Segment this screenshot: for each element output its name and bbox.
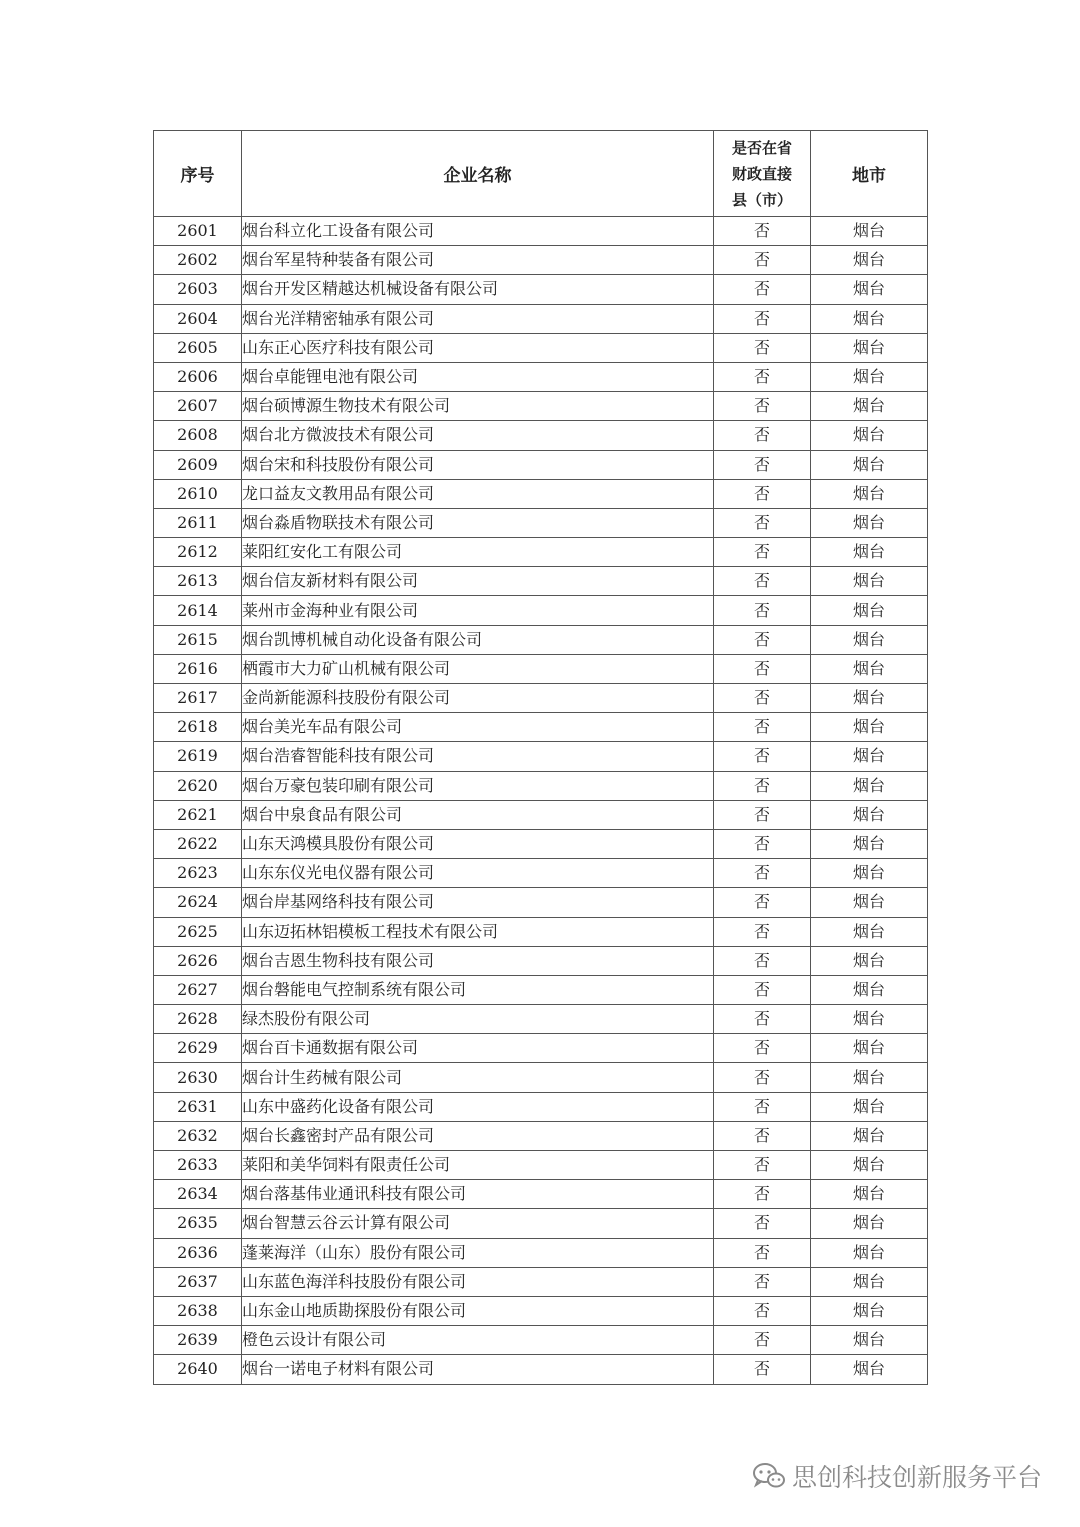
table-row — [154, 508, 928, 537]
row-city: 烟台 — [811, 771, 928, 800]
row-city: 烟台 — [811, 450, 928, 479]
header-status — [714, 131, 811, 217]
row-name: 金尚新能源科技股份有限公司 — [242, 684, 714, 713]
row-city: 烟台 — [811, 508, 928, 537]
row-city: 烟台 — [811, 1034, 928, 1063]
table-row — [154, 829, 928, 858]
row-city: 烟台 — [811, 1151, 928, 1180]
row-status: 否 — [714, 1326, 811, 1355]
table-row — [154, 421, 928, 450]
header-status-line-3: 县（市） — [731, 190, 792, 209]
row-name: 烟台开发区精越达机械设备有限公司 — [242, 275, 714, 304]
row-id: 2635 — [154, 1209, 242, 1238]
row-status: 否 — [714, 1238, 811, 1267]
row-id: 2607 — [154, 392, 242, 421]
row-id: 2609 — [154, 450, 242, 479]
row-city: 烟台 — [811, 975, 928, 1004]
row-id: 2629 — [154, 1034, 242, 1063]
table-row — [154, 304, 928, 333]
row-status: 否 — [714, 1034, 811, 1063]
watermark-text: 思创科技创新服务平台 — [791, 1463, 1042, 1492]
table-row — [154, 1267, 928, 1296]
table-row — [154, 771, 928, 800]
table-row — [154, 1092, 928, 1121]
row-status: 否 — [714, 975, 811, 1004]
table-row — [154, 1238, 928, 1267]
row-name: 龙口益友文教用品有限公司 — [242, 479, 714, 508]
table-row — [154, 538, 928, 567]
row-name: 烟台智慧云谷云计算有限公司 — [242, 1209, 714, 1238]
table-body — [154, 217, 928, 1385]
row-name: 莱阳和美华饲料有限责任公司 — [242, 1151, 714, 1180]
header-status-line-1: 是否在省 — [731, 138, 792, 157]
row-id: 2630 — [154, 1063, 242, 1092]
table-row — [154, 1151, 928, 1180]
row-name: 烟台淼盾物联技术有限公司 — [242, 508, 714, 537]
row-id: 2621 — [154, 800, 242, 829]
row-id: 2638 — [154, 1296, 242, 1325]
row-id: 2628 — [154, 1005, 242, 1034]
row-id: 2639 — [154, 1326, 242, 1355]
row-city: 烟台 — [811, 800, 928, 829]
table-row — [154, 1121, 928, 1150]
row-city: 烟台 — [811, 1209, 928, 1238]
row-status: 否 — [714, 479, 811, 508]
row-id: 2616 — [154, 654, 242, 683]
row-id: 2619 — [154, 742, 242, 771]
row-city: 烟台 — [811, 1267, 928, 1296]
row-status: 否 — [714, 684, 811, 713]
row-id: 2627 — [154, 975, 242, 1004]
row-id: 2640 — [154, 1355, 242, 1384]
row-id: 2617 — [154, 684, 242, 713]
table-row — [154, 275, 928, 304]
row-city: 烟台 — [811, 567, 928, 596]
row-city: 烟台 — [811, 246, 928, 275]
row-city: 烟台 — [811, 859, 928, 888]
row-city: 烟台 — [811, 333, 928, 362]
row-city: 烟台 — [811, 742, 928, 771]
table-row — [154, 917, 928, 946]
row-id: 2612 — [154, 538, 242, 567]
row-id: 2610 — [154, 479, 242, 508]
row-status: 否 — [714, 1063, 811, 1092]
row-name: 莱州市金海种业有限公司 — [242, 596, 714, 625]
row-name: 烟台凯博机械自动化设备有限公司 — [242, 625, 714, 654]
table-row — [154, 479, 928, 508]
row-status: 否 — [714, 625, 811, 654]
row-name: 烟台信友新材料有限公司 — [242, 567, 714, 596]
row-name: 蓬莱海洋（山东）股份有限公司 — [242, 1238, 714, 1267]
table-row — [154, 596, 928, 625]
row-id: 2622 — [154, 829, 242, 858]
row-status: 否 — [714, 888, 811, 917]
row-status: 否 — [714, 1092, 811, 1121]
header-status-line-2: 财政直接 — [731, 164, 792, 183]
table-row — [154, 1005, 928, 1034]
table-row — [154, 1180, 928, 1209]
row-status: 否 — [714, 946, 811, 975]
row-city: 烟台 — [811, 1063, 928, 1092]
row-city: 烟台 — [811, 829, 928, 858]
row-city: 烟台 — [811, 625, 928, 654]
table-row — [154, 800, 928, 829]
row-status: 否 — [714, 859, 811, 888]
row-id: 2608 — [154, 421, 242, 450]
table-row — [154, 567, 928, 596]
row-status: 否 — [714, 567, 811, 596]
row-id: 2602 — [154, 246, 242, 275]
row-name: 山东蓝色海洋科技股份有限公司 — [242, 1267, 714, 1296]
row-name: 烟台军星特种装备有限公司 — [242, 246, 714, 275]
row-city: 烟台 — [811, 654, 928, 683]
row-name: 莱阳红安化工有限公司 — [242, 538, 714, 567]
row-id: 2618 — [154, 713, 242, 742]
row-id: 2633 — [154, 1151, 242, 1180]
row-name: 烟台浩睿智能科技有限公司 — [242, 742, 714, 771]
row-id: 2623 — [154, 859, 242, 888]
row-status: 否 — [714, 362, 811, 391]
table-row — [154, 392, 928, 421]
row-name: 烟台计生药械有限公司 — [242, 1063, 714, 1092]
row-name: 烟台硕博源生物技术有限公司 — [242, 392, 714, 421]
row-id: 2614 — [154, 596, 242, 625]
enterprise-table — [153, 130, 928, 1385]
row-city: 烟台 — [811, 1355, 928, 1384]
table-row — [154, 362, 928, 391]
row-city: 烟台 — [811, 684, 928, 713]
table-row — [154, 713, 928, 742]
header-id: 序号 — [154, 131, 242, 217]
row-status: 否 — [714, 800, 811, 829]
table-row — [154, 1209, 928, 1238]
row-city: 烟台 — [811, 362, 928, 391]
row-name: 山东金山地质勘探股份有限公司 — [242, 1296, 714, 1325]
row-name: 山东东仪光电仪器有限公司 — [242, 859, 714, 888]
row-name: 烟台卓能锂电池有限公司 — [242, 362, 714, 391]
table-row — [154, 217, 928, 246]
row-city: 烟台 — [811, 1092, 928, 1121]
row-name: 烟台宋和科技股份有限公司 — [242, 450, 714, 479]
table-row — [154, 1355, 928, 1384]
table-row — [154, 1063, 928, 1092]
row-status: 否 — [714, 771, 811, 800]
table-row — [154, 888, 928, 917]
wechat-icon — [752, 1462, 786, 1490]
row-id: 2632 — [154, 1121, 242, 1150]
row-name: 山东天鸿模具股份有限公司 — [242, 829, 714, 858]
row-city: 烟台 — [811, 1121, 928, 1150]
row-id: 2606 — [154, 362, 242, 391]
row-status: 否 — [714, 1267, 811, 1296]
row-status: 否 — [714, 304, 811, 333]
row-status: 否 — [714, 246, 811, 275]
row-status: 否 — [714, 508, 811, 537]
row-status: 否 — [714, 742, 811, 771]
row-status: 否 — [714, 596, 811, 625]
row-status: 否 — [714, 275, 811, 304]
row-name: 绿杰股份有限公司 — [242, 1005, 714, 1034]
table-row — [154, 654, 928, 683]
row-status: 否 — [714, 917, 811, 946]
row-id: 2601 — [154, 217, 242, 246]
table-header-row — [154, 131, 928, 217]
row-city: 烟台 — [811, 946, 928, 975]
row-status: 否 — [714, 713, 811, 742]
row-status: 否 — [714, 829, 811, 858]
table-row — [154, 975, 928, 1004]
row-name: 烟台落基伟业通讯科技有限公司 — [242, 1180, 714, 1209]
row-city: 烟台 — [811, 392, 928, 421]
row-status: 否 — [714, 450, 811, 479]
header-name: 企业名称 — [242, 131, 714, 217]
row-city: 烟台 — [811, 1005, 928, 1034]
row-name: 烟台美光车品有限公司 — [242, 713, 714, 742]
row-id: 2626 — [154, 946, 242, 975]
row-status: 否 — [714, 1151, 811, 1180]
row-name: 烟台百卡通数据有限公司 — [242, 1034, 714, 1063]
table-row — [154, 1296, 928, 1325]
row-id: 2604 — [154, 304, 242, 333]
row-city: 烟台 — [811, 1326, 928, 1355]
row-id: 2611 — [154, 508, 242, 537]
row-city: 烟台 — [811, 304, 928, 333]
table-row — [154, 684, 928, 713]
row-city: 烟台 — [811, 538, 928, 567]
row-city: 烟台 — [811, 1238, 928, 1267]
row-name: 烟台科立化工设备有限公司 — [242, 217, 714, 246]
row-name: 烟台中泉食品有限公司 — [242, 800, 714, 829]
row-city: 烟台 — [811, 275, 928, 304]
row-name: 烟台吉恩生物科技有限公司 — [242, 946, 714, 975]
table-row — [154, 333, 928, 362]
watermark — [752, 1458, 1042, 1494]
row-status: 否 — [714, 1121, 811, 1150]
row-city: 烟台 — [811, 596, 928, 625]
row-status: 否 — [714, 1296, 811, 1325]
row-id: 2624 — [154, 888, 242, 917]
row-city: 烟台 — [811, 1296, 928, 1325]
table-row — [154, 859, 928, 888]
row-city: 烟台 — [811, 917, 928, 946]
row-city: 烟台 — [811, 1180, 928, 1209]
row-id: 2631 — [154, 1092, 242, 1121]
row-status: 否 — [714, 392, 811, 421]
row-name: 烟台光洋精密轴承有限公司 — [242, 304, 714, 333]
row-id: 2634 — [154, 1180, 242, 1209]
row-name: 烟台磐能电气控制系统有限公司 — [242, 975, 714, 1004]
row-id: 2637 — [154, 1267, 242, 1296]
table-row — [154, 1326, 928, 1355]
row-name: 山东迈拓林铝模板工程技术有限公司 — [242, 917, 714, 946]
table-row — [154, 946, 928, 975]
row-id: 2620 — [154, 771, 242, 800]
row-name: 烟台长鑫密封产品有限公司 — [242, 1121, 714, 1150]
row-status: 否 — [714, 333, 811, 362]
row-status: 否 — [714, 1355, 811, 1384]
row-name: 橙色云设计有限公司 — [242, 1326, 714, 1355]
row-city: 烟台 — [811, 217, 928, 246]
row-status: 否 — [714, 538, 811, 567]
table-row — [154, 1034, 928, 1063]
table-row — [154, 742, 928, 771]
row-id: 2625 — [154, 917, 242, 946]
row-city: 烟台 — [811, 479, 928, 508]
header-city: 地市 — [811, 131, 928, 217]
row-name: 烟台一诺电子材料有限公司 — [242, 1355, 714, 1384]
row-status: 否 — [714, 1209, 811, 1238]
row-status: 否 — [714, 1180, 811, 1209]
row-name: 烟台岸基网络科技有限公司 — [242, 888, 714, 917]
row-status: 否 — [714, 654, 811, 683]
row-city: 烟台 — [811, 888, 928, 917]
row-status: 否 — [714, 217, 811, 246]
table-row — [154, 625, 928, 654]
table-row — [154, 246, 928, 275]
row-name: 栖霞市大力矿山机械有限公司 — [242, 654, 714, 683]
row-status: 否 — [714, 1005, 811, 1034]
row-name: 山东中盛药化设备有限公司 — [242, 1092, 714, 1121]
row-id: 2615 — [154, 625, 242, 654]
row-id: 2605 — [154, 333, 242, 362]
row-name: 烟台北方微波技术有限公司 — [242, 421, 714, 450]
row-id: 2603 — [154, 275, 242, 304]
row-id: 2636 — [154, 1238, 242, 1267]
table-row — [154, 450, 928, 479]
row-status: 否 — [714, 421, 811, 450]
row-city: 烟台 — [811, 713, 928, 742]
row-name: 烟台万豪包装印刷有限公司 — [242, 771, 714, 800]
row-id: 2613 — [154, 567, 242, 596]
row-city: 烟台 — [811, 421, 928, 450]
row-name: 山东正心医疗科技有限公司 — [242, 333, 714, 362]
